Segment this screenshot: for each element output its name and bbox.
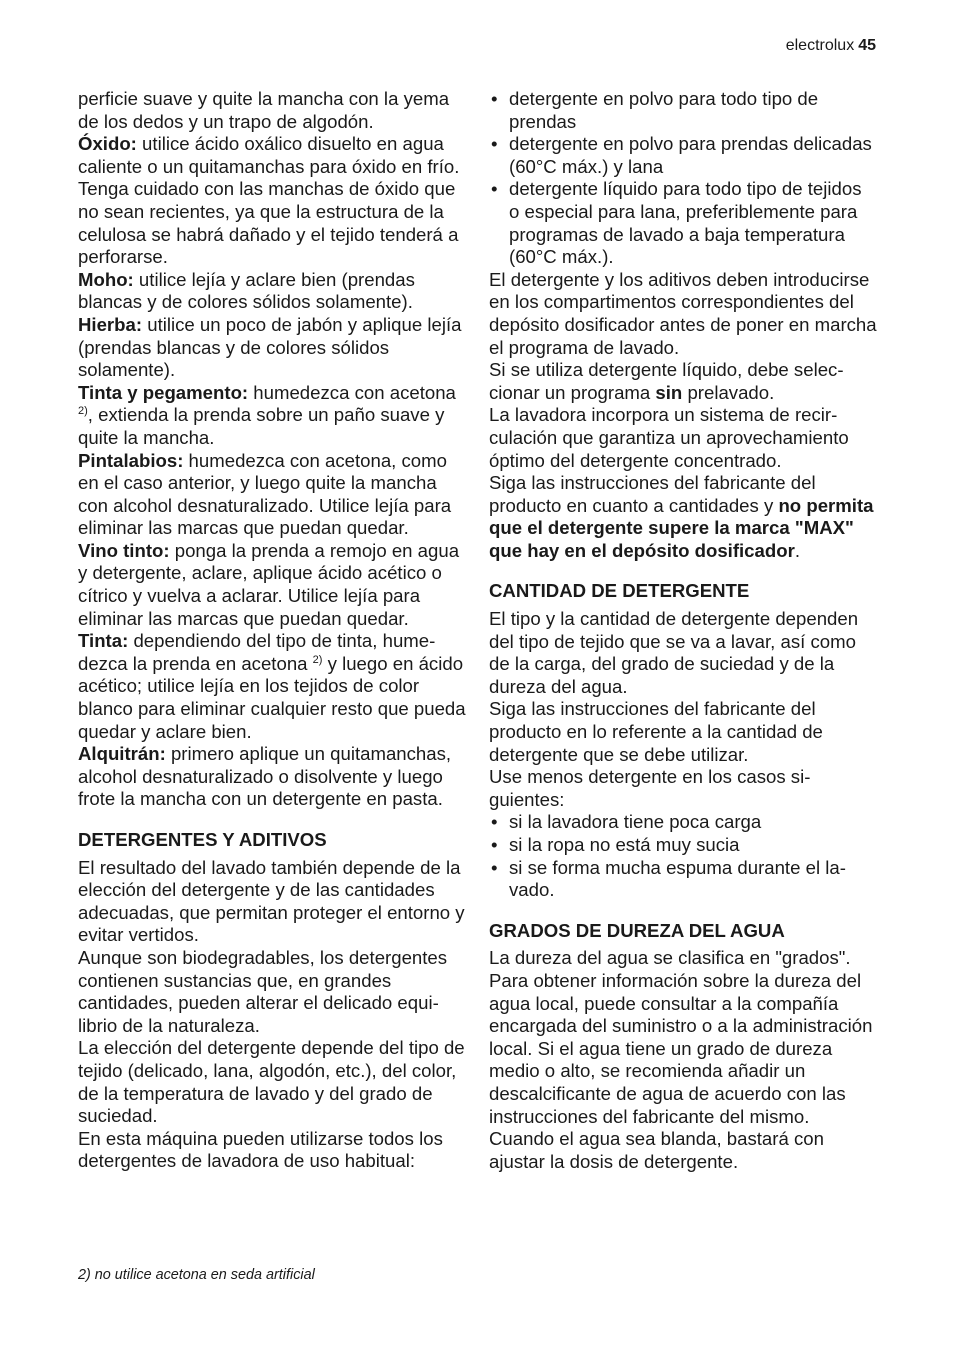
body-paragraph: El detergente y los aditivos deben introducirse en los compartimentos correspondientes del depósito dosificador antes de poner en marcha el programa de lavado. — [489, 268, 877, 358]
list-item: • detergente en polvo para todo tipo de prendas — [489, 88, 877, 133]
stain-text-after: , extienda la prenda sobre un paño suave y quite la mancha. — [78, 404, 445, 448]
stain-label: Hierba: — [78, 313, 143, 335]
stain-tinta — [78, 630, 466, 743]
stain-hierba — [78, 314, 466, 382]
stain-pintalabios — [78, 450, 466, 540]
stain-vino-tinto — [78, 540, 466, 630]
section-title-dureza: GRADOS DE DUREZA DEL AGUA — [489, 919, 785, 941]
body-paragraph: Use menos detergente en los casos siguientes: — [489, 766, 811, 810]
left-column — [78, 88, 466, 1173]
text-span: . — [794, 539, 800, 561]
body-paragraph: En esta máquina pueden utilizarse todos los detergentes de lavadora de uso habitual: — [78, 1127, 443, 1172]
body-paragraph — [489, 359, 877, 404]
emphasis: sin — [655, 381, 683, 403]
intro-paragraph: perficie suave y quite la mancha con la yema de los dedos y un trapo de algodón. — [78, 88, 450, 132]
stain-label: Óxido: — [78, 133, 137, 155]
stain-label: Alquitrán: — [78, 743, 166, 765]
text-span: Siga las instrucciones del fabricante del producto en cuanto a cantidades y — [489, 472, 816, 516]
stain-alquitran — [78, 743, 466, 811]
text-span: Si se utiliza detergente líquido, debe seleccionar un programa — [489, 359, 844, 403]
stain-label: Tinta: — [78, 630, 129, 652]
footnote-ref: 2) — [312, 653, 323, 666]
stain-label: Vino tinto: — [78, 539, 170, 561]
emphasis: no permita que el detergente supere la marca "MAX" que hay en el depósito dosificador — [489, 494, 874, 561]
stain-text: humedezca con acetona, como en el caso anterior, y luego quite la mancha con alcohol desnaturalizado. Utilice lejía para eliminar las marcas que puedan quedar. — [78, 449, 452, 539]
section-title-detergentes: DETERGENTES Y ADITIVOS — [78, 829, 327, 850]
list-item: • si la ropa no está muy sucia — [489, 834, 877, 857]
stain-text: primero aplique un quitamanchas, alcohol desnaturalizado o disolvente y luego frote la mancha con un detergente en pasta. — [78, 743, 452, 810]
footnote-ref: 2) — [78, 405, 88, 418]
body-paragraph: La elección del detergente depende del tipo de tejido (delicado, lana, algodón, etc.), del color, de la temperatura de lavado y del grado de suciedad. — [78, 1037, 465, 1127]
footnote: 2) no utilice acetona en seda artificial — [78, 1267, 315, 1283]
body-paragraph — [489, 472, 877, 562]
body-paragraph: Aunque son biodegradables, los detergentes contienen sustancias que, en grandes cantidades, pueden alterar el delicado equilibrio de la naturaleza. — [78, 946, 448, 1036]
brand-name: electrolux — [785, 37, 855, 54]
list-item: • detergente líquido para todo tipo de tejidos o especial para lana, preferiblemente para programas de lavado a baja temperatura (60°C máx.). — [489, 178, 877, 268]
stain-text-after: y luego en ácido acético; utilice lejía en los tejidos de color blanco para eliminar cualquier resto que pueda quedar y aclare bien. — [78, 652, 466, 742]
body-paragraph: La lavadora incorpora un sistema de recirculación que garantiza un aprovechamiento óptimo del detergente concentrado. — [489, 404, 849, 471]
body-paragraph: La dureza del agua se clasifica en "grados". Para obtener información sobre la dureza del agua local, puede consultar a la compañía encargada del suministro o a la administración local. Si el agua tiene un grado de dureza medio o alto, se recomienda añadir un descalcificante de agua de acuerdo con las instrucciones del fabricante del mismo. Cuando el agua sea blanda, bastará con ajustar la dosis de detergente. — [489, 947, 873, 1172]
page-number: 45 — [858, 37, 876, 54]
list-item: • si se forma mucha espuma durante el lavado. — [489, 857, 877, 902]
body-paragraph: El tipo y la cantidad de detergente dependen del tipo de tejido que se va a lavar, así como de la carga, del grado de suciedad y de la dureza del agua. — [489, 608, 859, 697]
text-span: prelavado. — [682, 381, 775, 403]
stain-label: Moho: — [78, 268, 134, 290]
stain-moho — [78, 269, 466, 314]
stain-text: dependiendo del tipo de tinta, humedezca la prenda en acetona — [78, 630, 436, 674]
stain-text: ponga la prenda a remojo en agua y detergente, aclare, aplique ácido acético o cítrico y vuelva a aclarar. Utilice lejía para eliminar las marcas que puedan quedar. — [78, 539, 460, 629]
body-paragraph: Siga las instrucciones del fabricante del producto en lo referente a la cantidad de detergente que se debe utilizar. — [489, 698, 823, 765]
stain-label: Tinta y pegamento: — [78, 381, 249, 403]
stain-text: utilice un poco de jabón y aplique lejía (prendas blancas y de colores sólidos solamente). — [78, 313, 462, 381]
less-detergent-list — [489, 811, 877, 901]
detergent-list — [489, 88, 877, 269]
stain-text: utilice ácido oxálico disuelto en agua caliente o un quitamanchas para óxido en frío. Tenga cuidado con las manchas de óxido que no sean recientes, ya que la estructura de la celulosa se habrá dañado y el tejido tenderá a perforarse. — [78, 133, 460, 268]
stain-tinta-pegamento — [78, 382, 466, 450]
section-title-cantidad: CANTIDAD DE DETERGENTE — [489, 580, 750, 602]
right-column — [489, 88, 877, 1173]
stain-oxido — [78, 133, 466, 269]
body-paragraph: El resultado del lavado también depende de la elección del detergente y de las cantidades adecuadas, que permitan proteger el entorno y evitar vertidos. — [78, 856, 465, 946]
stain-label: Pintalabios: — [78, 449, 184, 471]
stain-text: humedezca con acetona — [248, 381, 456, 403]
page-header — [786, 36, 876, 56]
list-item: • detergente en polvo para prendas delicadas (60°C máx.) y lana — [489, 133, 877, 178]
stain-text: utilice lejía y aclare bien (prendas blancas y de colores sólidos solamente). — [78, 268, 415, 313]
list-item: • si la lavadora tiene poca carga — [489, 811, 877, 834]
